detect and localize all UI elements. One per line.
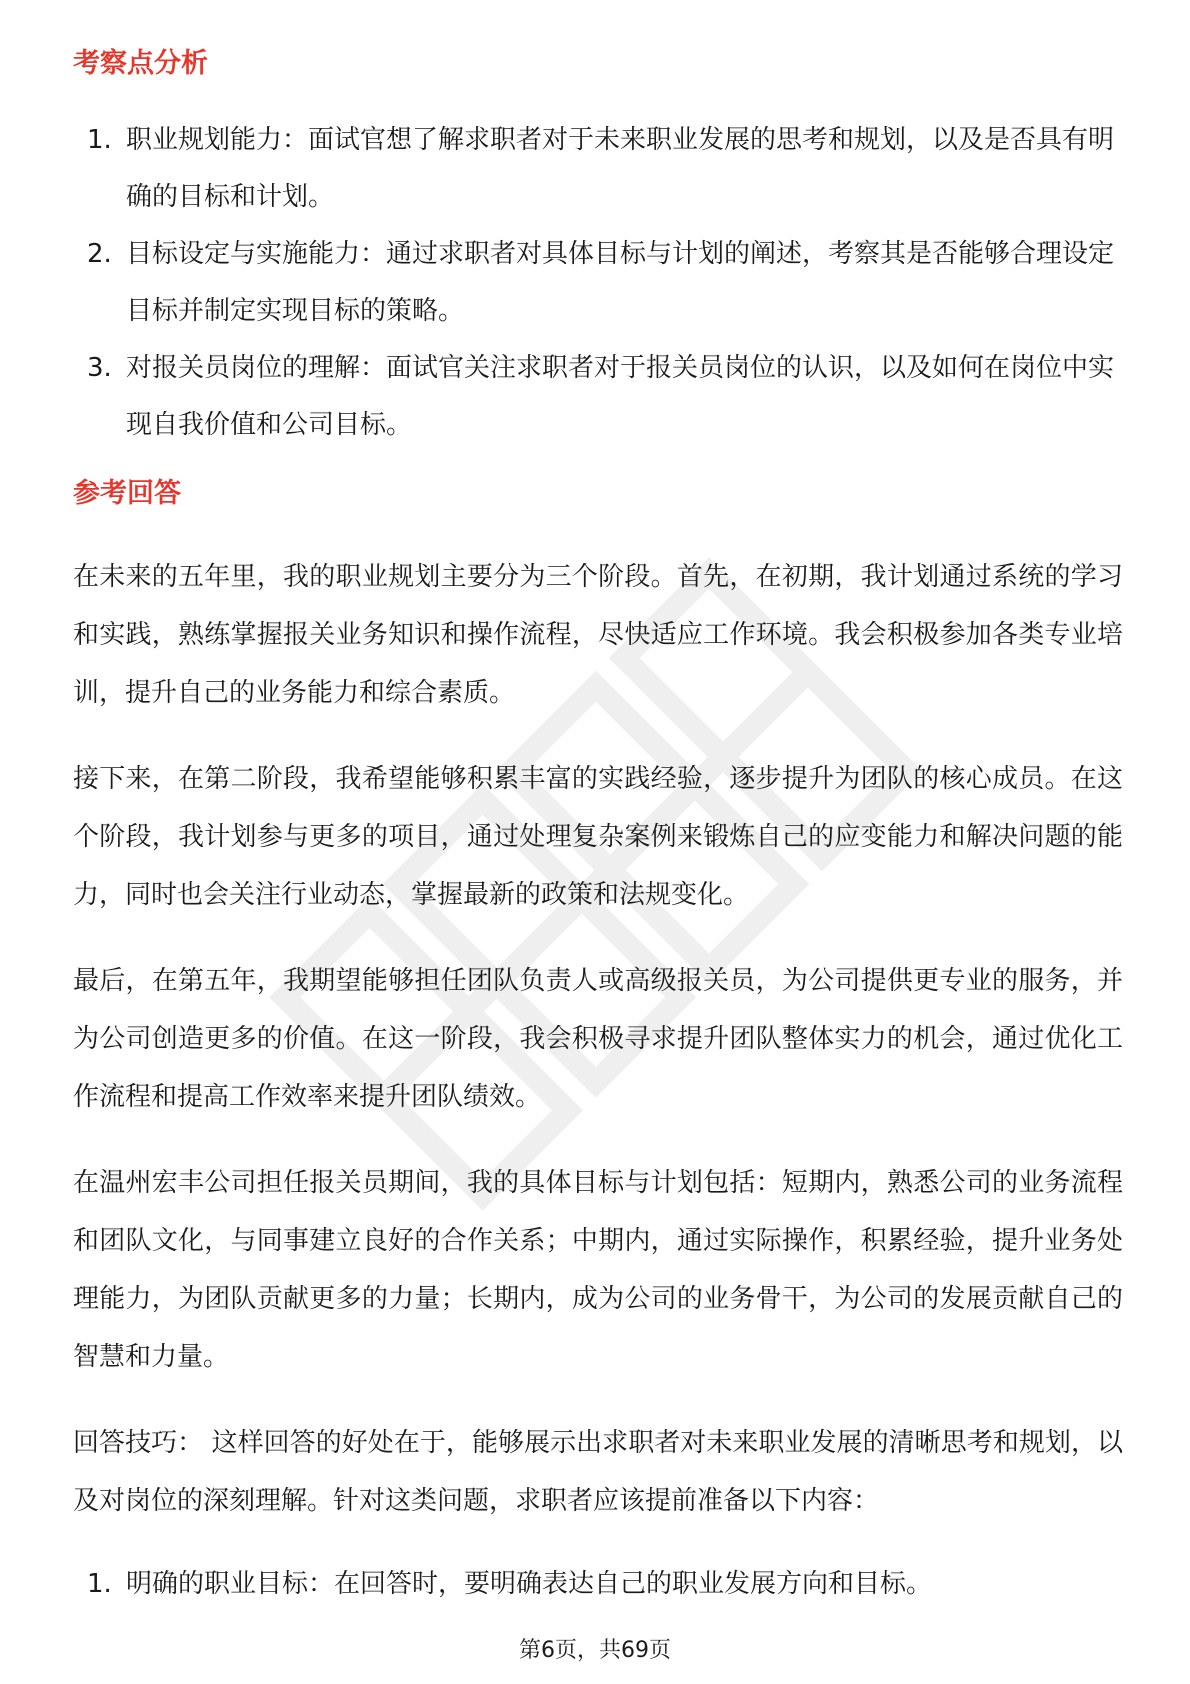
list-number: 2. (87, 239, 112, 269)
page-footer: 第6页，共69页 (519, 1638, 671, 1663)
list-text: 职业规划能力：面试官想了解求职者对于未来职业发展的思考和规划，以及是否具有明确的目标和计划。 (126, 125, 1115, 212)
list-text: 目标设定与实施能力：通过求职者对具体目标与计划的阐述，考察其是否能够合理设定目标并制定实现目标的策略。 (126, 239, 1115, 326)
answer-section-title: 参考回答 (73, 478, 181, 509)
answer-paragraph: 在未来的五年里，我的职业规划主要分为三个阶段。首先，在初期，我计划通过系统的学习和实践，熟练掌握报关业务知识和操作流程，尽快适应工作环境。我会积极参加各类专业培训，提升自己的业务能力和综合素质。 (73, 562, 1123, 708)
list-text: 对报关员岗位的理解：面试官关注求职者对于报关员岗位的认识，以及如何在岗位中实现自我价值和公司目标。 (126, 353, 1115, 440)
list-item (73, 340, 1123, 454)
answer-paragraph: 在温州宏丰公司担任报关员期间，我的具体目标与计划包括：短期内，熟悉公司的业务流程和团队文化，与同事建立良好的合作关系；中期内，通过实际操作，积累经验，提升业务处理能力，为团队贡献更多的力量；长期内，成为公司的业务骨干，为公司的发展贡献自己的智慧和力量。 (73, 1168, 1123, 1372)
analysis-section-title: 考察点分析 (73, 48, 208, 79)
page-content (73, 44, 1123, 1613)
list-item (73, 226, 1123, 340)
answer-tips-paragraph: 回答技巧： 这样回答的好处在于，能够展示出求职者对未来职业发展的清晰思考和规划，以及对岗位的深刻理解。针对这类问题，求职者应该提前准备以下内容： (73, 1428, 1123, 1516)
list-text: 明确的职业目标：在回答时，要明确表达自己的职业发展方向和目标。 (126, 1569, 933, 1599)
analysis-list (73, 112, 1123, 454)
list-number: 1. (87, 125, 112, 155)
tips-list (73, 1556, 1123, 1613)
answer-paragraph: 最后，在第五年，我期望能够担任团队负责人或高级报关员，为公司提供更专业的服务，并为公司创造更多的价值。在这一阶段，我会积极寻求提升团队整体实力的机会，通过优化工作流程和提高工作效率来提升团队绩效。 (73, 966, 1123, 1112)
list-item (73, 112, 1123, 226)
list-number: 3. (87, 353, 112, 383)
list-number: 1. (87, 1569, 112, 1599)
answer-paragraph: 接下来，在第二阶段，我希望能够积累丰富的实践经验，逐步提升为团队的核心成员。在这个阶段，我计划参与更多的项目，通过处理复杂案例来锻炼自己的应变能力和解决问题的能力，同时也会关注行业动态，掌握最新的政策和法规变化。 (73, 764, 1123, 910)
list-item (73, 1556, 1123, 1613)
